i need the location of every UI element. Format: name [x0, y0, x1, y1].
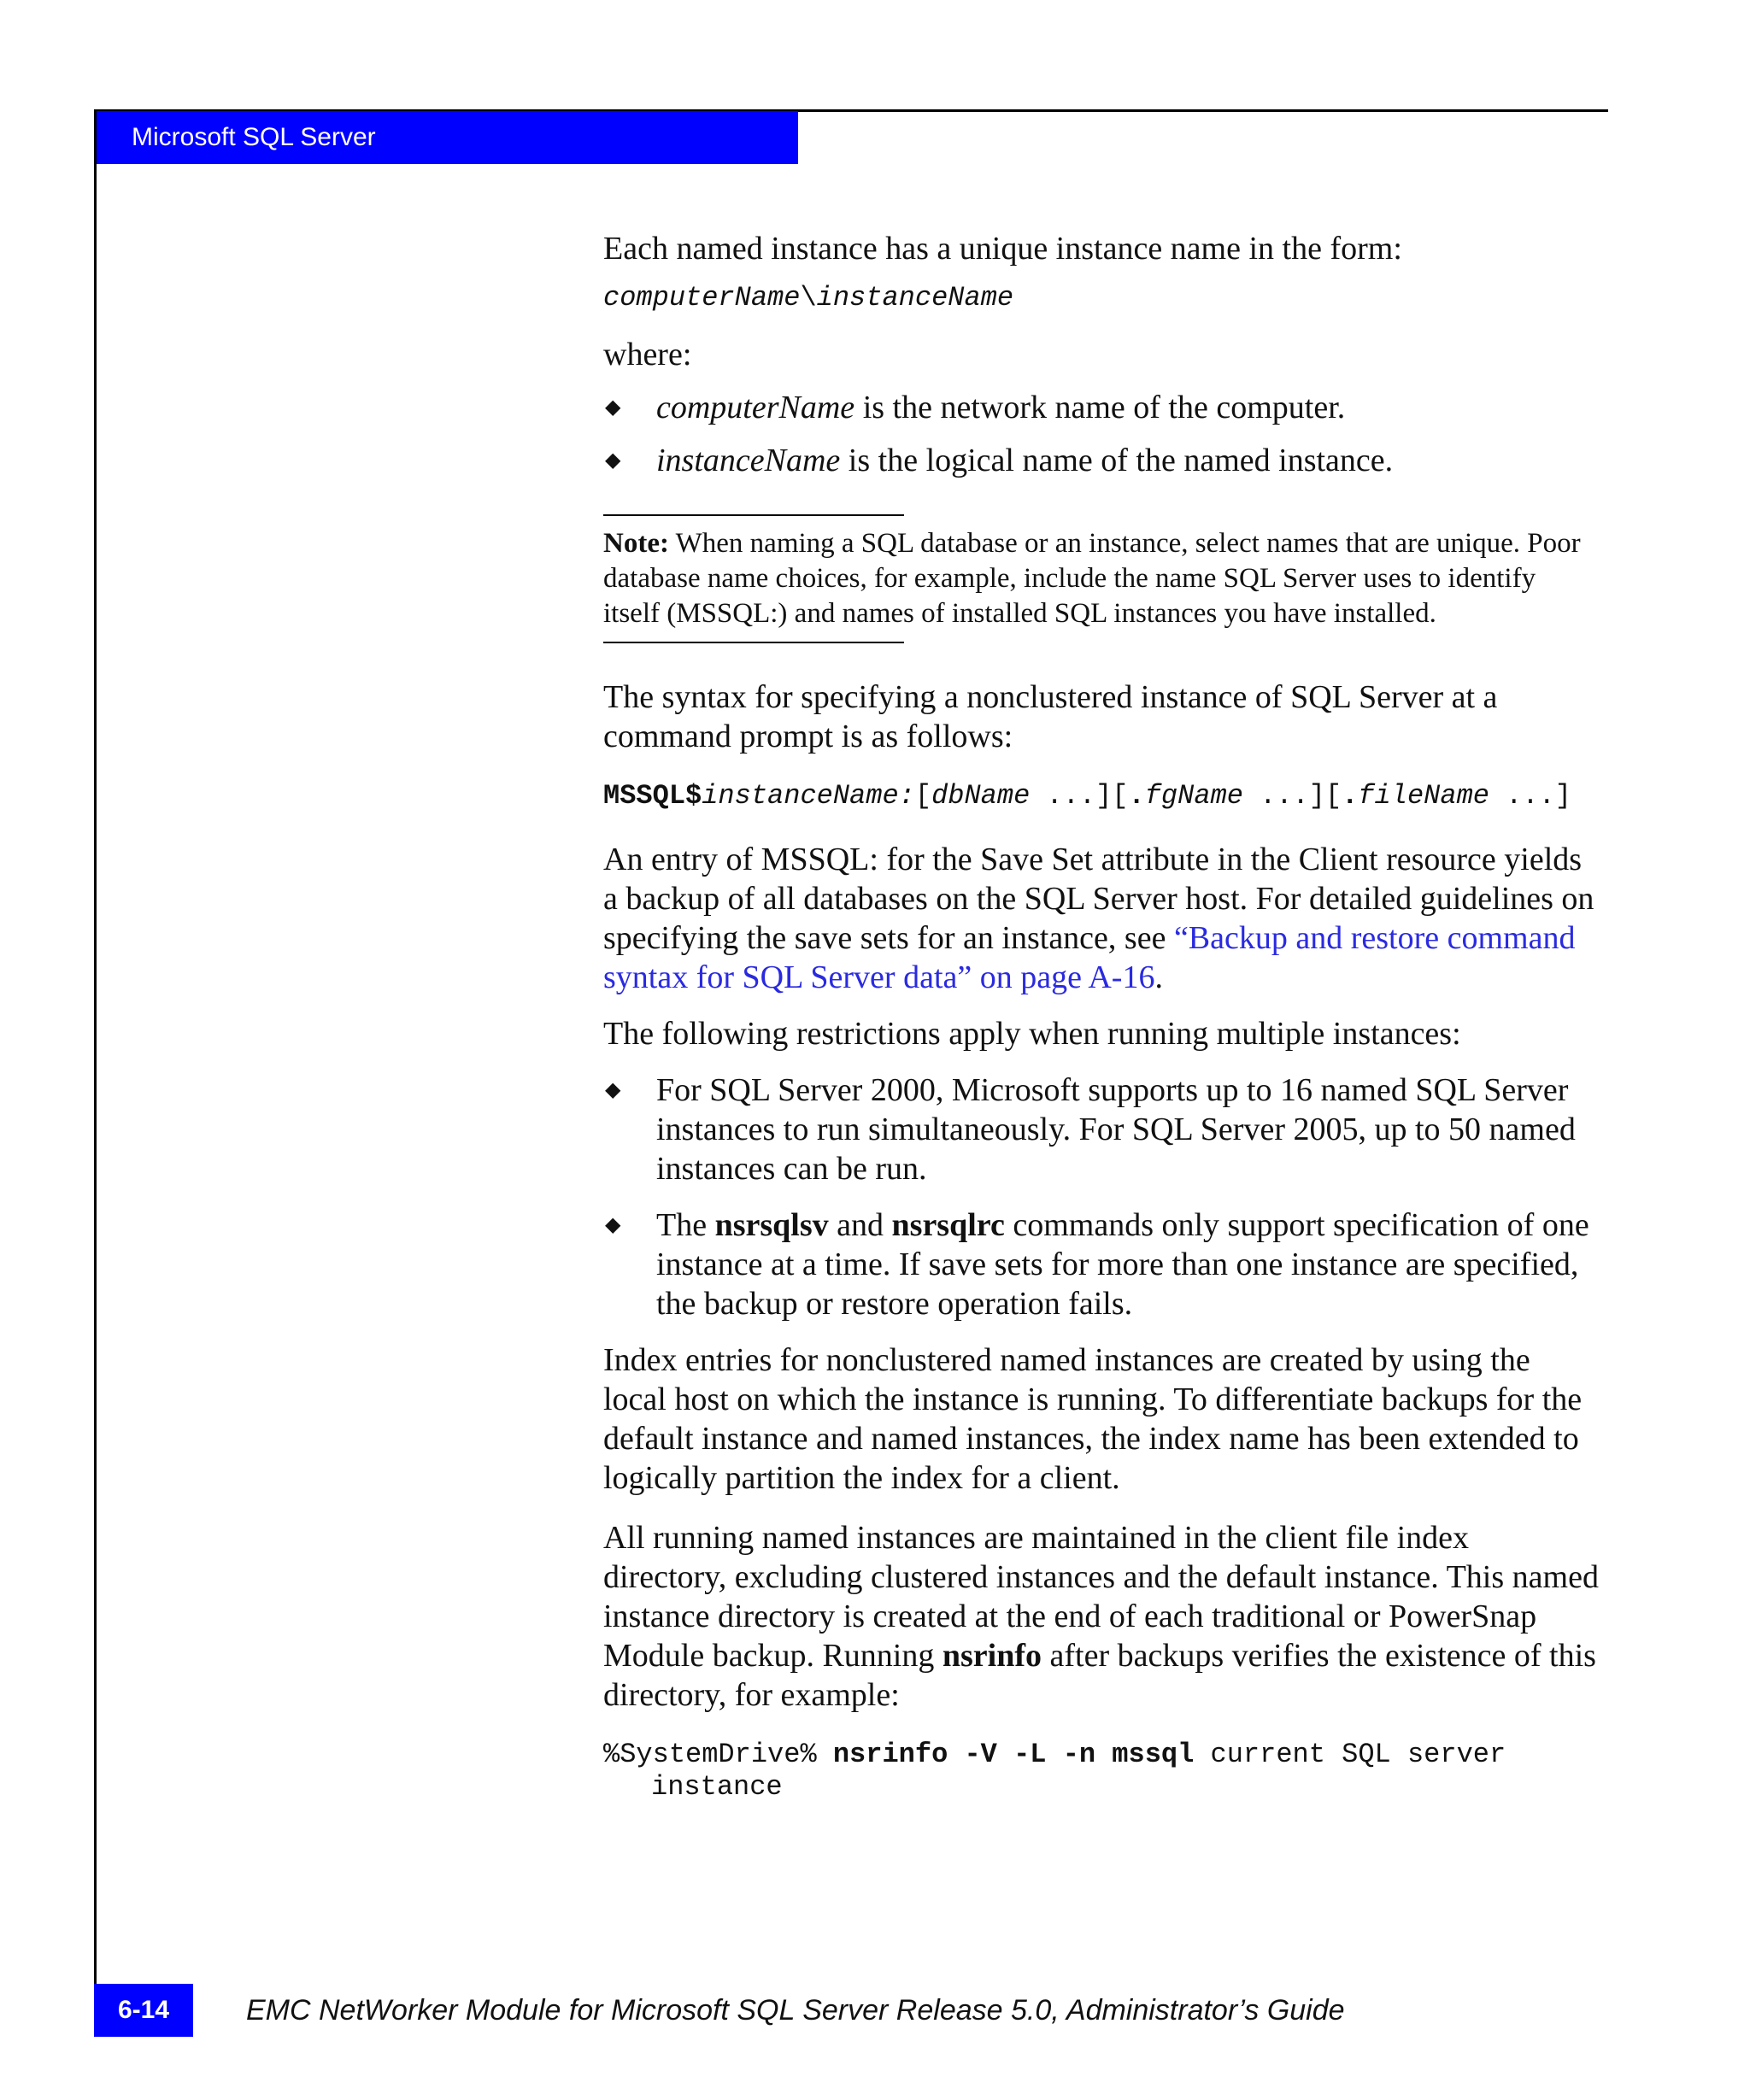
- instance-syntax-code: [603, 780, 1599, 812]
- syntax-dot-2: .: [1342, 780, 1359, 812]
- save-set-paragraph: [603, 840, 1599, 997]
- index-entries-paragraph: Index entries for nonclustered named instances are created by using the local host on which the instance is running. To differentiate backups for the default instance and named instances, the index name has been extended to logically partition the index for a client.: [603, 1342, 1583, 1496]
- nsrinfo-example-code-continued: instance: [651, 1771, 783, 1803]
- restrictions-list: [603, 1071, 1599, 1323]
- running-instances-paragraph: [603, 1518, 1599, 1715]
- save-set-end: .: [1154, 959, 1163, 995]
- restriction-text-end: commands only support specification of one instance at a time. If save sets for more than one instance are specified, the backup or restore operation fails.: [656, 1207, 1589, 1322]
- definition-term: computerName: [656, 390, 855, 425]
- computer-name-placeholder: computerName: [603, 282, 801, 314]
- syntax-intro-paragraph: The syntax for specifying a nonclustered instance of SQL Server at a command prompt is as follows:: [603, 679, 1498, 754]
- example-command: nsrinfo -V -L -n mssql: [832, 1739, 1195, 1770]
- note-block: [603, 526, 1599, 631]
- intro-paragraph: Each named instance has a unique instance name in the form:: [603, 231, 1402, 267]
- note-bottom-rule: [603, 642, 904, 643]
- save-set-text: An entry of MSSQL: for the Save Set attribute in the Client resource yields a backup of all databases on the SQL Server host. For detailed guidelines on specifying the save sets for an instance, see: [603, 842, 1594, 956]
- command-nsrsqlrc: nsrsqlrc: [891, 1207, 1005, 1243]
- restriction-text: For SQL Server 2000, Microsoft supports up to 16 named SQL Server instances to run simultaneously. For SQL Server 2005, up to 50 named instances can be run.: [656, 1072, 1576, 1187]
- running-text-start: All running named instances are maintained in the client file index directory, excluding clustered instances and the default instance. This named instance directory is created at the end of each traditional or PowerSnap Module backup. Running: [603, 1520, 1599, 1674]
- section-header-tab: [94, 111, 798, 164]
- definition-text: is the network name of the computer.: [854, 390, 1346, 425]
- syntax-open-bracket: [: [914, 780, 932, 812]
- restrictions-intro-paragraph: The following restrictions apply when running multiple instances:: [603, 1016, 1461, 1052]
- diamond-bullet-icon: ◆: [605, 449, 621, 472]
- where-label: where:: [603, 337, 692, 372]
- running-text-end: after backups verifies the existence of this directory, for example:: [603, 1638, 1596, 1713]
- definition-list: [603, 388, 1599, 480]
- page-number: 6-14: [117, 1996, 170, 2024]
- section-title: Microsoft SQL Server: [132, 123, 376, 151]
- instance-name-form-code: [603, 282, 1599, 314]
- syntax-ellipsis-1: ...][: [1030, 780, 1129, 812]
- list-item: [603, 1071, 1599, 1188]
- restriction-text-middle: and: [828, 1207, 892, 1243]
- syntax-colon: :: [898, 780, 915, 812]
- syntax-db-name: dbName: [931, 780, 1031, 812]
- page-number-badge: [94, 1984, 193, 2037]
- syntax-instance-name: instanceName: [702, 780, 899, 812]
- syntax-dot-1: .: [1128, 780, 1145, 812]
- command-nsrinfo: nsrinfo: [942, 1638, 1042, 1674]
- list-item: [603, 388, 1599, 427]
- instance-name-placeholder: instanceName: [816, 282, 1014, 314]
- command-nsrsqlsv: nsrsqlsv: [714, 1207, 829, 1243]
- definition-text: is the logical name of the named instance.: [840, 443, 1394, 478]
- document-title-footer: EMC NetWorker Module for Microsoft SQL Server Release 5.0, Administrator’s Guide: [246, 1994, 1345, 2027]
- backslash-separator: \: [800, 282, 817, 314]
- backup-restore-syntax-link[interactable]: “Backup and restore command syntax for SQL Server data” on page A-16: [603, 920, 1576, 995]
- list-item: [603, 1205, 1599, 1323]
- diamond-bullet-icon: ◆: [605, 1079, 621, 1101]
- note-text: When naming a SQL database or an instance, select names that are unique. Poor database name choices, for example, include the name SQL Server uses to identify itself (MSSQL:) and names of installed SQL instances you have installed.: [603, 528, 1581, 629]
- syntax-file-name: fileName: [1358, 780, 1489, 812]
- diamond-bullet-icon: ◆: [605, 1214, 621, 1236]
- note-top-rule: [603, 514, 904, 516]
- left-margin-rule: [94, 111, 97, 2033]
- list-item: [603, 441, 1599, 480]
- diamond-bullet-icon: ◆: [605, 396, 621, 419]
- page-content: [603, 229, 1599, 1804]
- note-label: Note:: [603, 528, 669, 559]
- syntax-fg-name: fgName: [1144, 780, 1243, 812]
- example-drive: %SystemDrive%: [603, 1739, 833, 1770]
- definition-term: instanceName: [656, 443, 841, 478]
- nsrinfo-example-code: [603, 1739, 1599, 1771]
- restriction-text-start: The: [656, 1207, 715, 1243]
- syntax-prefix: MSSQL$: [603, 780, 702, 812]
- syntax-ellipsis-2: ...][: [1242, 780, 1342, 812]
- syntax-ellipsis-3: ...]: [1489, 780, 1571, 812]
- example-args: current SQL server: [1194, 1739, 1506, 1770]
